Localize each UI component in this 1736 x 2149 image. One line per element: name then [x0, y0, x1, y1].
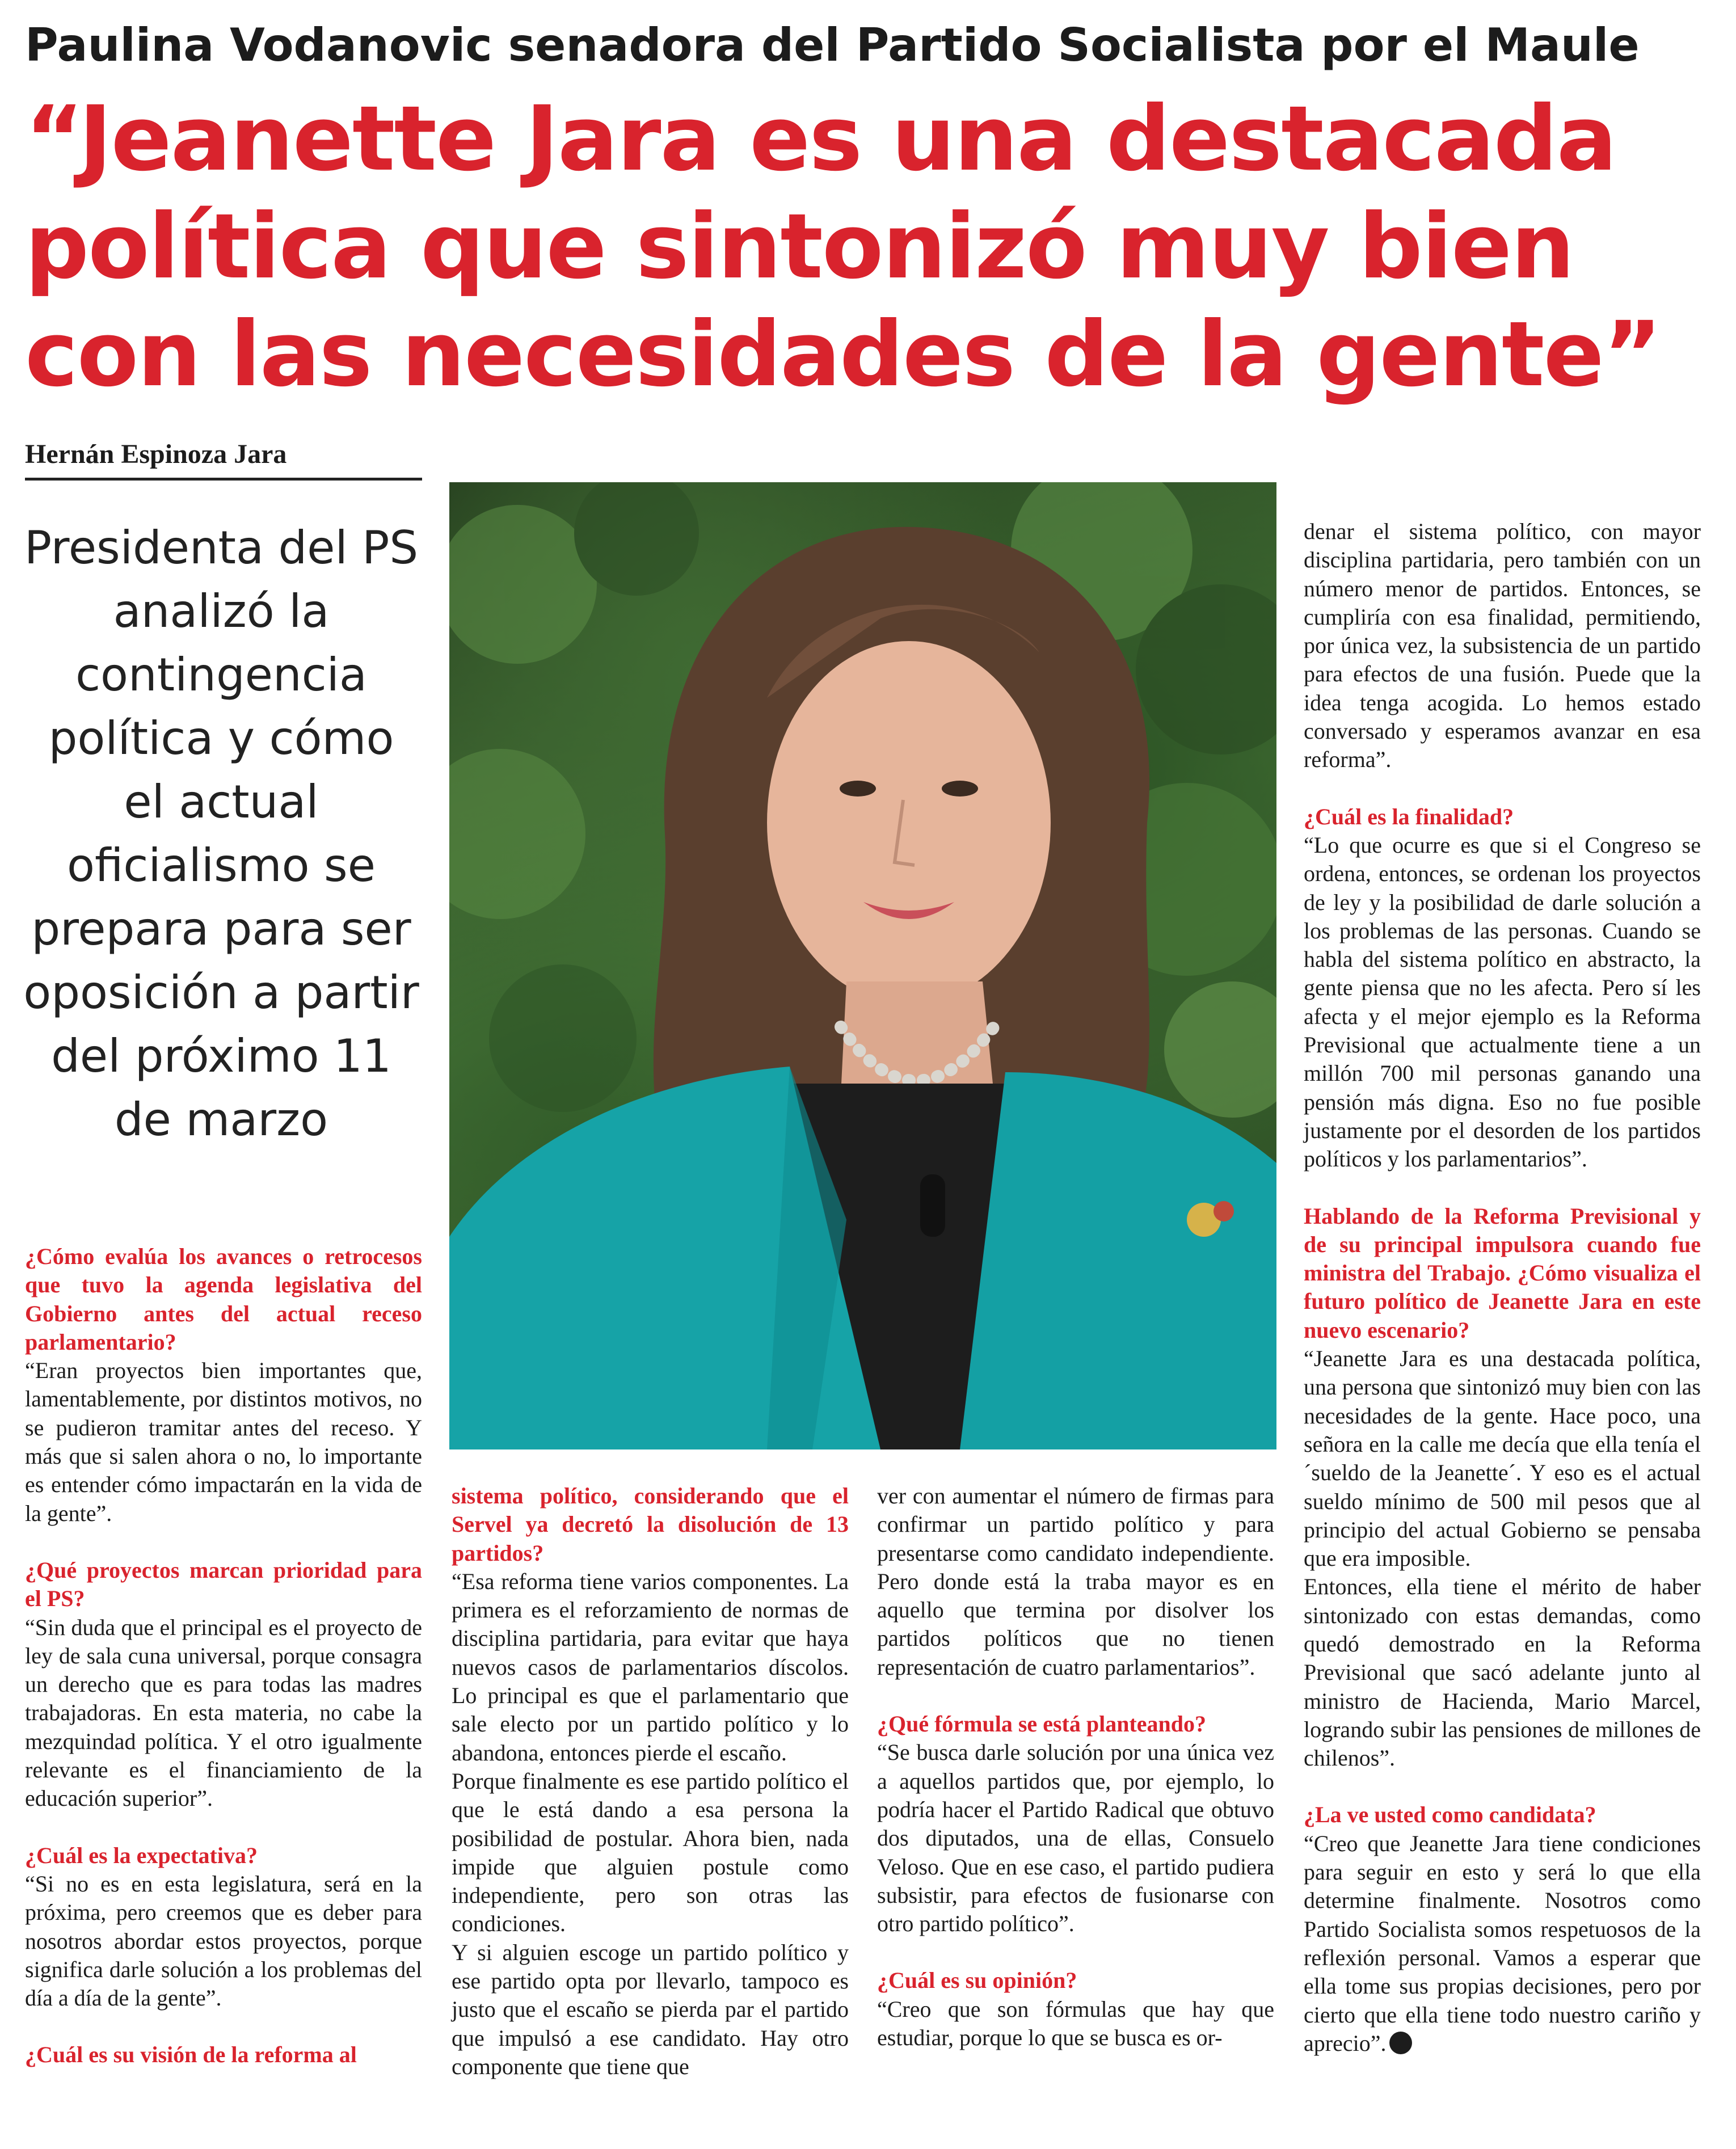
- interview-answer: “Jeanette Jara es una destacada política, una persona que sintonizó muy bien con las necesidades de la gente. Hace poco, una señora en la calle me decía que ella tenía el ´sueldo de la Jeanette´. Y eso es el actual sueldo mínimo de 500 mil pesos que al principio del actual Gobierno se pensaba que era imposible.: [1304, 1346, 1701, 1571]
- headline-line: política que sintonizó muy bien: [25, 195, 1574, 299]
- interview-answer: denar el sistema político, con mayor disciplina partidaria, pero también con un número menor de partidos. Entonces, se cumpliría con esa finalidad, permitiendo, por única vez, la subsistencia de un partido para efectos de una fusión. Puede que la idea tenga acogida. Lo hemos estado conversado y esperamos avanzar en esa reforma”.: [1304, 519, 1701, 773]
- interview-answer: ver con aumentar el número de firmas para confirmar un partido político y para presentarse como candidato independiente. Pero donde está la traba mayor es en aquello que termina por disolver los partidos políticos que no tienen representación de cuatro parlamentarios”.: [877, 1483, 1274, 1680]
- interview-answer: “Eran proyectos bien importantes que, lamentablemente, por distintos motivos, no se pudieron tramitar antes del receso. Y más que si salen ahora o no, lo importante es entender cómo impactarán en la vida de la gente”.: [25, 1358, 422, 1526]
- interview-question: ¿Cuál es la expectativa?: [25, 1842, 258, 1868]
- interview-answer: “Esa reforma tiene varios componentes. La primera es el reforzamiento de normas de disciplina partidaria, para evitar que haya nuevos casos de parlamentarios díscolos. Lo principal es que el parlamentario que sale electo por un partido político y lo abandona, entonces pierde el escaño.: [452, 1568, 849, 1765]
- interview-question: ¿Cuál es su opinión?: [877, 1967, 1077, 1994]
- interview-answer: “Lo que ocurre es que si el Congreso se ordena, entonces, se ordenan los proyectos de ley y la posibilidad de darle solución a los problemas de las personas. Cuando se habla del sistema político en abstracto, la gente piensa que no les afecta. Pero sí les afecta y el mejor ejemplo es la Reforma Previsional que actualmente tiene a un millón 700 mil personas ganando una pensión más digna. Eso no fue posible justamente por el desorden de los partidos políticos y los parlamentarios”.: [1304, 832, 1701, 1172]
- interview-question: ¿Cuál es su visión de la reforma al: [25, 2042, 357, 2068]
- headline-line: “Jeanette Jara es una destacada: [25, 87, 1616, 191]
- portrait-illustration: [449, 482, 1276, 1449]
- headline-line: con las necesidades de la gente”: [25, 302, 1661, 407]
- interview-question: ¿Cuál es la finalidad?: [1304, 803, 1514, 829]
- article-headline: [25, 85, 1716, 408]
- interview-answer: “Sin duda que el principal es el proyecto de ley de sala cuna universal, porque consagra un derecho que es para todas las madres trabajadoras. En esta materia, no cabe la mezquindad política. Y el otro igualmente relevante es el financiamiento de la educación superior”.: [25, 1614, 422, 1811]
- interview-answer: Entonces, ella tiene el mérito de haber sintonizado con estas demandas, como quedó demostrado en la Reforma Previsional que sacó adelante junto al ministro de Hacienda, Mario Marcel, logrando subir las pensiones de millones de chilenos”.: [1304, 1574, 1701, 1771]
- interview-question: ¿La ve usted como candidata?: [1304, 1802, 1596, 1828]
- interview-answer: “Creo que son fórmulas que hay que estudiar, porque lo que se busca es or-: [877, 1996, 1274, 2051]
- interview-answer: “Si no es en esta legislatura, será en la próxima, pero creemos que es deber para nosotros abordar estos proyectos, porque significa darle solución a los problemas del día a día de la gente”.: [25, 1870, 422, 2011]
- article-kicker: Paulina Vodanovic senadora del Partido Socialista por el Maule: [25, 19, 1640, 71]
- interview-question-continued: sistema político, considerando que el Servel ya decretó la disolución de 13 partidos?: [452, 1483, 849, 1566]
- interview-question: ¿Qué proyectos marcan prioridad para el PS?: [25, 1557, 422, 1612]
- text-column-4: [1304, 517, 1701, 2058]
- deck-summary: Presidenta del PS analizó la contingencia política y cómo el actual oficialismo se prepara para ser oposición a partir del próximo 11 de marzo: [23, 521, 419, 1146]
- interview-answer: “Se busca darle solución por una única vez a aquellos partidos que, por ejemplo, lo podría hacer el Partido Radical que obtuvo dos diputados, una de ellas, Consuelo Veloso. Que en ese caso, el partido pudiera subsistir, para efectos de fusionarse con otro partido político”.: [877, 1739, 1274, 1937]
- byline: Hernán Espinoza Jara: [25, 437, 422, 481]
- interview-answer-final: [1304, 1830, 1701, 2058]
- final-answer-text: “Creo que Jeanette Jara tiene condiciones para seguir en esto y será lo que ella determine finalmente. Nosotros como Partido Socialista somos respetuosos de la reflexión personal. Vamos a esperar que ella tome sus propias decisiones, pero por cierto que ella tiene todo nuestro cariño y aprecio”.: [1304, 1830, 1701, 2056]
- interview-answer: Porque finalmente es ese partido político el que le está dando a esa persona la posibilidad de postular. Ahora bien, nada impide que alguien postule como independiente, pero son otras las condiciones.: [452, 1768, 849, 1937]
- text-column-3: [877, 1482, 1274, 2052]
- portrait-photo: [449, 482, 1276, 1449]
- interview-question: ¿Cómo evalúa los avances o retrocesos que tuvo la agenda legislativa del Gobierno antes del actual receso parlamentario?: [25, 1244, 422, 1355]
- interview-question: ¿Qué fórmula se está planteando?: [877, 1711, 1206, 1737]
- interview-question: Hablando de la Reforma Previsional y de su principal impulsora cuando fue ministra del Trabajo. ¿Cómo visualiza el futuro político de Jeanette Jara en este nuevo escenario?: [1304, 1203, 1701, 1343]
- text-column-1: [25, 1242, 422, 2070]
- text-column-2: [452, 1482, 849, 2081]
- end-mark-icon: [1389, 2032, 1412, 2054]
- interview-answer: Y si alguien escoge un partido político y ese partido opta por llevarlo, tampoco es justo que el escaño se pierda par el partido que impulsó a ese candidato. Hay otro componente que tiene que: [452, 1939, 849, 2079]
